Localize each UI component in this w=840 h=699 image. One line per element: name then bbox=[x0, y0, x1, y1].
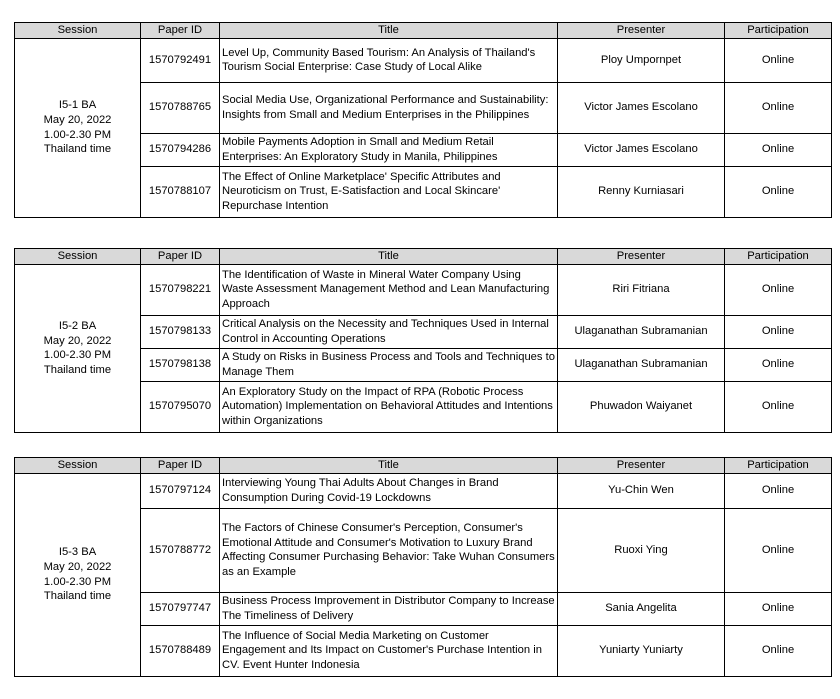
presenter-cell: Riri Fitriana bbox=[558, 264, 725, 315]
presenter-cell: Phuwadon Waiyanet bbox=[558, 381, 725, 432]
header-presenter: Presenter bbox=[558, 249, 725, 265]
header-title: Title bbox=[220, 23, 558, 39]
title-cell: Mobile Payments Adoption in Small and Medium Retail Enterprises: An Exploratory Study in Manila, Philippines bbox=[220, 133, 558, 166]
session-date: May 20, 2022 bbox=[43, 114, 112, 126]
paper-id-cell: 1570792491 bbox=[141, 38, 220, 82]
session-cell bbox=[15, 38, 141, 217]
participation-cell: Online bbox=[725, 381, 832, 432]
participation-cell: Online bbox=[725, 315, 832, 348]
participation-cell: Online bbox=[725, 625, 832, 676]
session-table-2 bbox=[14, 248, 832, 433]
title-cell: The Effect of Online Marketplace' Specific Attributes and Neuroticism on Trust, E-Satisfaction and Local Skincare' Repurchase Intention bbox=[220, 166, 558, 217]
title-cell: The Identification of Waste in Mineral Water Company Using Waste Assessment Management Method and Lean Manufacturing Approach bbox=[220, 264, 558, 315]
presenter-cell: Ulaganathan Subramanian bbox=[558, 315, 725, 348]
paper-id-cell: 1570795070 bbox=[141, 381, 220, 432]
table-row bbox=[15, 38, 832, 82]
session-time: 1.00-2.30 PM bbox=[43, 349, 112, 362]
participation-cell: Online bbox=[725, 166, 832, 217]
presenter-cell: Victor James Escolano bbox=[558, 133, 725, 166]
title-cell: The Influence of Social Media Marketing on Customer Engagement and Its Impact on Customer's Purchase Intention in CV. Event Hunter Indonesia bbox=[220, 625, 558, 676]
table-row bbox=[15, 473, 832, 508]
header-session: Session bbox=[15, 249, 141, 265]
title-cell: An Exploratory Study on the Impact of RPA (Robotic Process Automation) Implementation on Behavioral Attitudes and Intentions within Organizations bbox=[220, 381, 558, 432]
header-row bbox=[15, 249, 832, 265]
session-table-1 bbox=[14, 22, 832, 218]
title-cell: The Factors of Chinese Consumer's Perception, Consumer's Emotional Attitude and Consumer's Motivation to Luxury Brand Affecting Consumer Purchasing Behavior: Take Wuhan Consumers as an Example bbox=[220, 508, 558, 592]
participation-cell: Online bbox=[725, 38, 832, 82]
header-presenter: Presenter bbox=[558, 458, 725, 474]
session-name: I5-3 BA bbox=[58, 546, 97, 559]
header-title: Title bbox=[220, 458, 558, 474]
paper-id-cell: 1570788489 bbox=[141, 625, 220, 676]
participation-cell: Online bbox=[725, 592, 832, 625]
title-cell: Social Media Use, Organizational Performance and Sustainability: Insights from Small and Medium Enterprises in the Philippines bbox=[220, 82, 558, 133]
paper-id-cell: 1570794286 bbox=[141, 133, 220, 166]
header-participation: Participation bbox=[725, 458, 832, 474]
session-cell bbox=[15, 264, 141, 432]
participation-cell: Online bbox=[725, 82, 832, 133]
session-timezone: Thailand time bbox=[43, 363, 112, 376]
paper-id-cell: 1570798133 bbox=[141, 315, 220, 348]
table-row bbox=[15, 264, 832, 315]
presenter-cell: Yuniarty Yuniarty bbox=[558, 625, 725, 676]
participation-cell: Online bbox=[725, 264, 832, 315]
paper-id-cell: 1570797124 bbox=[141, 473, 220, 508]
title-cell: Critical Analysis on the Necessity and Techniques Used in Internal Control in Accounting Operations bbox=[220, 315, 558, 348]
presenter-cell: Sania Angelita bbox=[558, 592, 725, 625]
header-participation: Participation bbox=[725, 23, 832, 39]
title-cell: Business Process Improvement in Distributor Company to Increase The Timeliness of Delivery bbox=[220, 592, 558, 625]
header-row bbox=[15, 23, 832, 39]
participation-cell: Online bbox=[725, 508, 832, 592]
header-paper-id: Paper ID bbox=[141, 249, 220, 265]
paper-id-cell: 1570788772 bbox=[141, 508, 220, 592]
header-presenter: Presenter bbox=[558, 23, 725, 39]
session-date: May 20, 2022 bbox=[43, 561, 112, 573]
paper-id-cell: 1570798221 bbox=[141, 264, 220, 315]
session-timezone: Thailand time bbox=[43, 590, 112, 603]
paper-id-cell: 1570797747 bbox=[141, 592, 220, 625]
paper-id-cell: 1570788765 bbox=[141, 82, 220, 133]
session-date: May 20, 2022 bbox=[43, 334, 112, 347]
header-title: Title bbox=[220, 249, 558, 265]
header-session: Session bbox=[15, 458, 141, 474]
session-timezone: Thailand time bbox=[43, 143, 112, 156]
session-name: I5-2 BA bbox=[58, 319, 97, 332]
presenter-cell: Ploy Umpornpet bbox=[558, 38, 725, 82]
title-cell: Interviewing Young Thai Adults About Changes in Brand Consumption During Covid-19 Lockdowns bbox=[220, 473, 558, 508]
presenter-cell: Victor James Escolano bbox=[558, 82, 725, 133]
title-cell: A Study on Risks in Business Process and Tools and Techniques to Manage Them bbox=[220, 348, 558, 381]
paper-id-cell: 1570798138 bbox=[141, 348, 220, 381]
header-session: Session bbox=[15, 23, 141, 39]
participation-cell: Online bbox=[725, 133, 832, 166]
paper-id-cell: 1570788107 bbox=[141, 166, 220, 217]
session-time: 1.00-2.30 PM bbox=[43, 575, 112, 588]
title-cell: Level Up, Community Based Tourism: An Analysis of Thailand's Tourism Social Enterprise: Case Study of Local Alike bbox=[220, 38, 558, 82]
presenter-cell: Renny Kurniasari bbox=[558, 166, 725, 217]
session-table-3 bbox=[14, 457, 832, 677]
header-paper-id: Paper ID bbox=[141, 458, 220, 474]
session-cell bbox=[15, 473, 141, 676]
presenter-cell: Yu-Chin Wen bbox=[558, 473, 725, 508]
participation-cell: Online bbox=[725, 473, 832, 508]
header-paper-id: Paper ID bbox=[141, 23, 220, 39]
participation-cell: Online bbox=[725, 348, 832, 381]
session-name: I5-1 BA bbox=[58, 99, 97, 112]
presenter-cell: Ruoxi Ying bbox=[558, 508, 725, 592]
header-participation: Participation bbox=[725, 249, 832, 265]
session-time: 1.00-2.30 PM bbox=[43, 128, 112, 141]
header-row bbox=[15, 458, 832, 474]
presenter-cell: Ulaganathan Subramanian bbox=[558, 348, 725, 381]
